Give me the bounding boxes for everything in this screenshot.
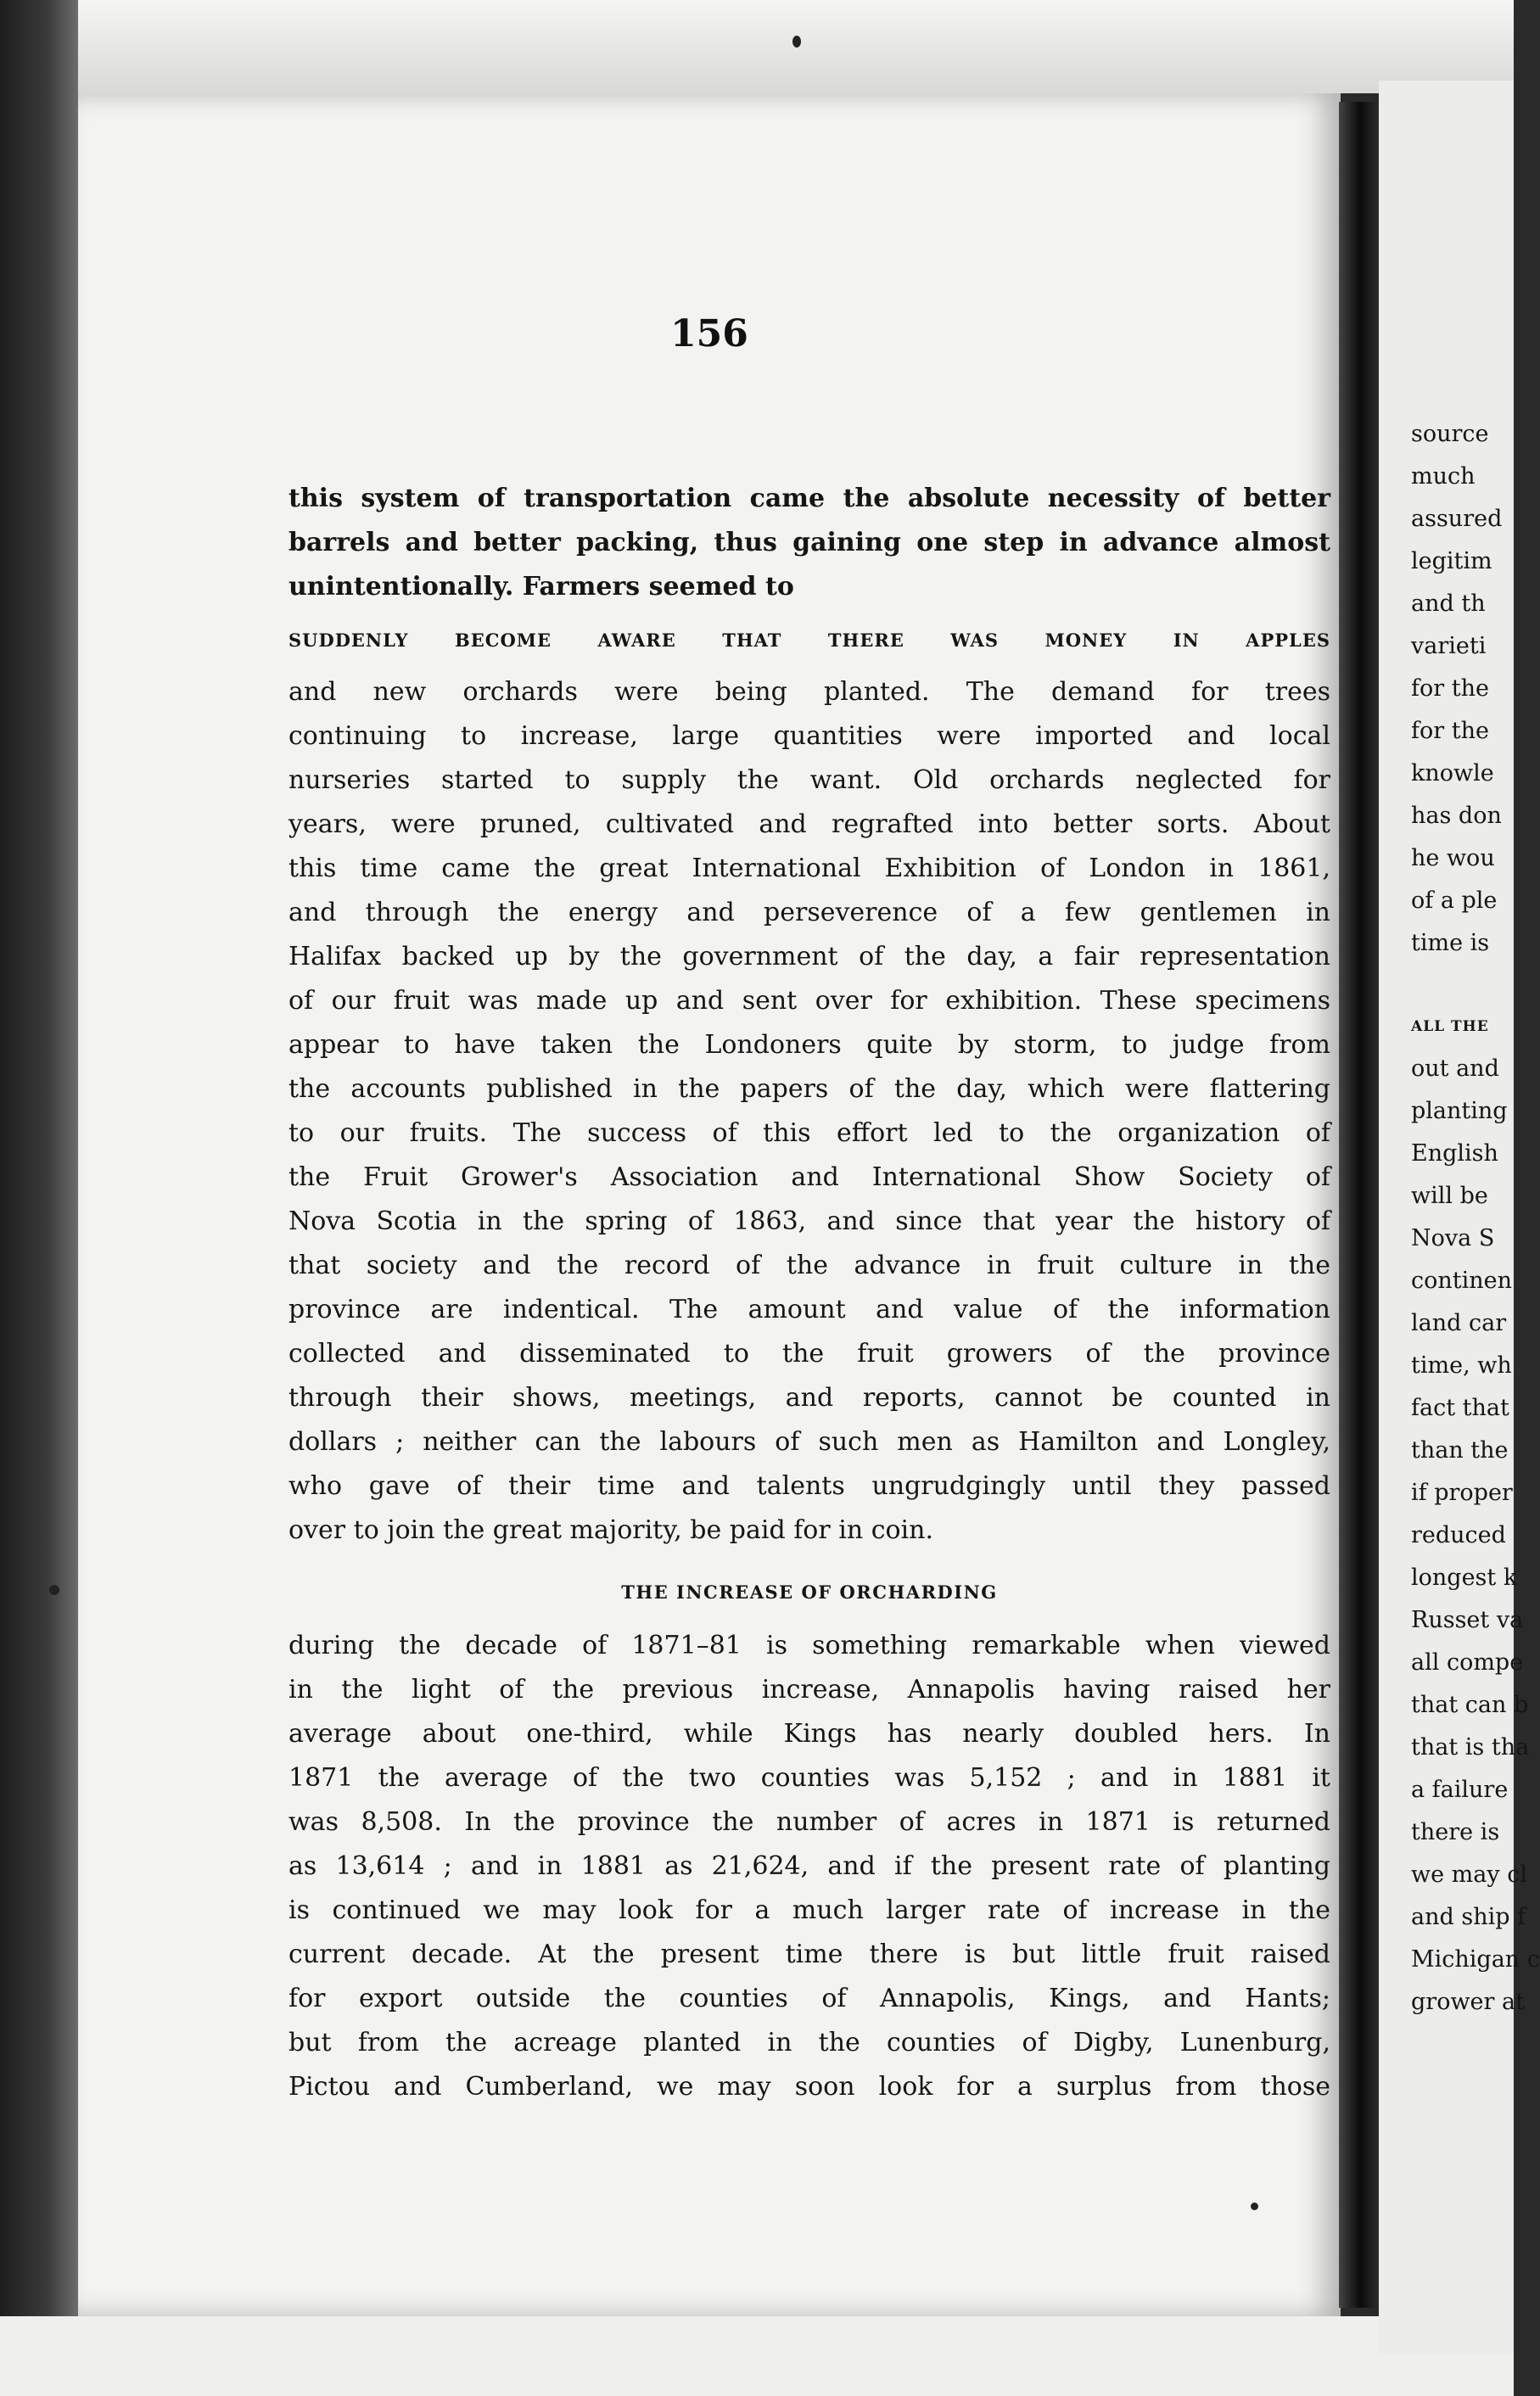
text-line: 1871 the average of the two counties was 5,152 ; and in 1881 it <box>288 1763 1330 1793</box>
text-line: years, were pruned, cultivated and regrafted into better sorts. About <box>288 809 1330 839</box>
facing-text-line: there is <box>1411 1819 1500 1845</box>
facing-text-line: a failure <box>1411 1777 1509 1803</box>
left-page <box>78 93 1341 2316</box>
margin-dot <box>49 1585 59 1595</box>
text-line: was 8,508. In the province the number of acres in 1871 is returned <box>288 1807 1330 1837</box>
book-gutter <box>1339 102 1381 2308</box>
text-line: is continued we may look for a much larger rate of increase in the <box>288 1895 1330 1925</box>
facing-text-line: has don <box>1411 803 1502 829</box>
inline-heading: SUDDENLY BECOME AWARE THAT THERE WAS MONEY IN APPLES <box>288 630 1330 651</box>
facing-text-line: reduced <box>1411 1522 1506 1548</box>
text-line: for export outside the counties of Annapolis, Kings, and Hants; <box>288 1984 1330 2013</box>
facing-text-line: that is tha <box>1411 1734 1530 1761</box>
text-line: average about one-third, while Kings has nearly doubled hers. In <box>288 1719 1330 1749</box>
book-binding <box>0 0 78 2396</box>
text-line: over to join the great majority, be paid for in coin. <box>288 1515 934 1545</box>
facing-text-line: legitim <box>1411 548 1492 574</box>
facing-text-line: much <box>1411 463 1476 490</box>
text-line: and through the energy and perseverence of a few gentlemen in <box>288 898 1330 927</box>
text-line: Nova Scotia in the spring of 1863, and since that year the history of <box>288 1206 1330 1236</box>
text-line: nurseries started to supply the want. Old orchards neglected for <box>288 765 1330 795</box>
text-line: Halifax backed up by the government of the day, a fair representation <box>288 942 1330 971</box>
facing-text-line: we may cl <box>1411 1861 1527 1888</box>
facing-text-line: knowle <box>1411 760 1494 787</box>
facing-text-line: continen <box>1411 1268 1513 1294</box>
text-line: who gave of their time and talents ungrudgingly until they passed <box>288 1471 1330 1501</box>
page-number: 156 <box>670 312 748 355</box>
text-line: but from the acreage planted in the counties of Digby, Lunenburg, <box>288 2028 1330 2057</box>
text-line: collected and disseminated to the fruit growers of the province <box>288 1339 1330 1369</box>
facing-text-line: varieti <box>1411 633 1487 659</box>
facing-text-line: for the <box>1411 675 1489 702</box>
facing-text-line: source <box>1411 421 1489 447</box>
facing-text-line: Russet va <box>1411 1607 1524 1633</box>
facing-text-line: land car <box>1411 1310 1507 1336</box>
text-line: barrels and better packing, thus gaining one step in advance almost <box>288 528 1330 557</box>
text-line: as 13,614 ; and in 1881 as 21,624, and if the present rate of planting <box>288 1851 1330 1881</box>
facing-text-line: time, wh <box>1411 1352 1512 1379</box>
text-line: appear to have taken the Londoners quite by storm, to judge from <box>288 1030 1330 1060</box>
facing-text-line: Nova S <box>1411 1225 1495 1251</box>
facing-text-line: that can b <box>1411 1692 1529 1718</box>
facing-heading-fragment: ALL THE <box>1411 1018 1489 1035</box>
facing-text-line: grower at <box>1411 1989 1525 2015</box>
text-line: through their shows, meetings, and reports, cannot be counted in <box>288 1383 1330 1413</box>
text-line: that society and the record of the advance in fruit culture in the <box>288 1251 1330 1280</box>
text-line: the Fruit Grower's Association and International Show Society of <box>288 1162 1330 1192</box>
text-line: to our fruits. The success of this effort led to the organization of <box>288 1118 1330 1148</box>
text-line: and new orchards were being planted. The demand for trees <box>288 677 1330 707</box>
facing-text-line: longest k <box>1411 1565 1518 1591</box>
page-bottom-edge <box>0 2316 1514 2396</box>
facing-text-line: planting <box>1411 1098 1508 1124</box>
facing-text-line: English <box>1411 1140 1498 1167</box>
facing-page-text <box>1411 413 1540 2024</box>
text-line: province are indentical. The amount and value of the information <box>288 1295 1330 1324</box>
facing-text-line: assured <box>1411 506 1503 532</box>
facing-page <box>1379 81 1540 2354</box>
text-line: this system of transportation came the absolute necessity of better <box>288 484 1330 513</box>
text-line: Pictou and Cumberland, we may soon look for a surplus from those <box>288 2072 1330 2102</box>
facing-text-line: he wou <box>1411 845 1495 871</box>
text-line: during the decade of 1871–81 is something remarkable when viewed <box>288 1631 1330 1660</box>
text-line: this time came the great International Exhibition of London in 1861, <box>288 854 1330 883</box>
text-line: unintentionally. Farmers seemed to <box>288 572 794 602</box>
text-line: continuing to increase, large quantities were imported and local <box>288 721 1330 751</box>
text-line: of our fruit was made up and sent over for exhibition. These specimens <box>288 986 1330 1016</box>
facing-text-line: if proper <box>1411 1480 1513 1506</box>
facing-text-line: will be <box>1411 1183 1488 1209</box>
facing-text-line: out and <box>1411 1055 1499 1082</box>
facing-text-line: than the <box>1411 1437 1509 1464</box>
facing-text-line: Michigan c <box>1411 1946 1540 1973</box>
facing-text-line: all compe <box>1411 1649 1524 1676</box>
section-heading: THE INCREASE OF ORCHARDING <box>621 1581 998 1603</box>
text-line: in the light of the previous increase, Annapolis having raised her <box>288 1675 1330 1705</box>
facing-text-line: fact that <box>1411 1395 1509 1421</box>
body-text <box>288 477 1330 2109</box>
facing-text-line: of a ple <box>1411 887 1498 914</box>
facing-text-line: time is <box>1411 930 1490 956</box>
facing-text-line: and th <box>1411 591 1486 617</box>
top-dot <box>792 36 801 48</box>
facing-text-line: for the <box>1411 718 1489 744</box>
bottom-dot <box>1251 2203 1258 2210</box>
facing-text-line: and ship f <box>1411 1904 1526 1930</box>
text-line: current decade. At the present time there is but little fruit raised <box>288 1940 1330 1969</box>
text-line: dollars ; neither can the labours of such men as Hamilton and Longley, <box>288 1427 1330 1457</box>
text-line: the accounts published in the papers of the day, which were flattering <box>288 1074 1330 1104</box>
